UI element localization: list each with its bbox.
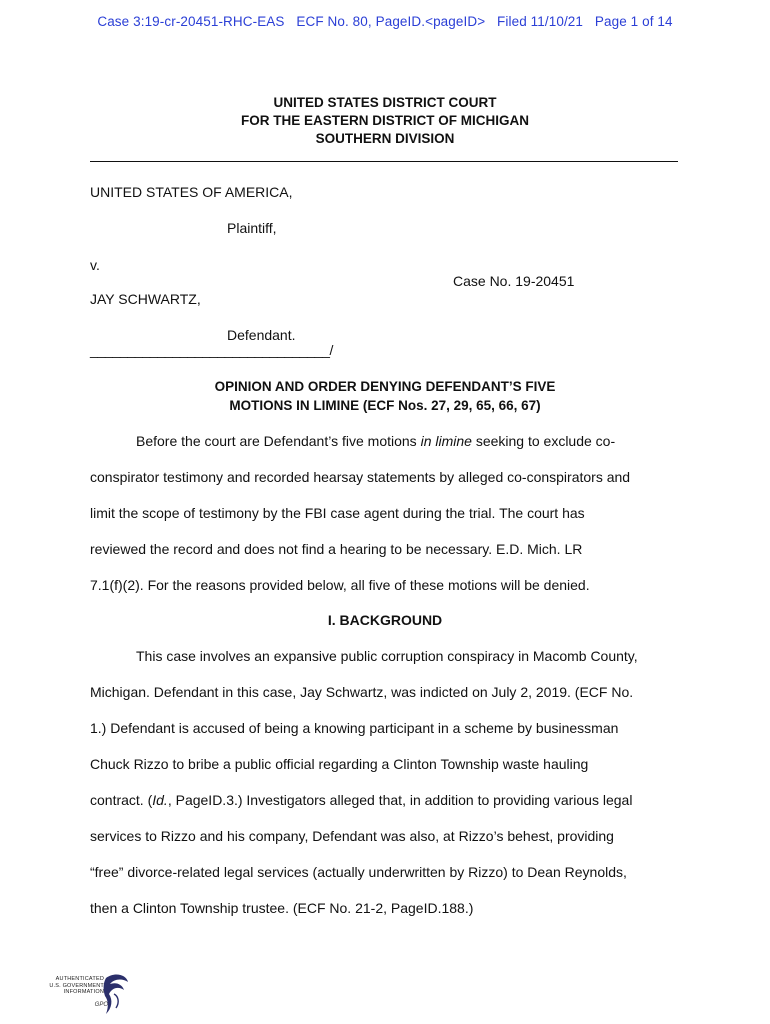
title-line-2: MOTIONS IN LIMINE (ECF Nos. 27, 29, 65, 66, 67) [229,398,541,413]
background-line-8: then a Clinton Township trustee. (ECF No. 21-2, PageID.188.) [90,900,474,916]
gpo-line-1: AUTHENTICATED [55,976,104,982]
court-name: UNITED STATES DISTRICT COURT [273,95,497,110]
background-line-2: Michigan. Defendant in this case, Jay Schwartz, was indicted on July 2, 2019. (ECF No. [90,684,634,700]
background-line-5-text-a: contract. ( [90,792,153,808]
eagle-icon [102,972,132,1018]
gpo-authentication-logo [44,972,134,1018]
ecf-filed-date: Filed 11/10/21 [497,14,584,29]
plaintiff-role: Plaintiff, [227,220,277,236]
court-division: SOUTHERN DIVISION [315,131,455,146]
gpo-line-3: INFORMATION [63,989,104,995]
background-line-4: Chuck Rizzo to bribe a public official regarding a Clinton Township waste hauling [90,756,589,772]
background-line-5-italic: Id. [152,792,168,808]
background-line-5-text-b: , PageID.3.) Investigators alleged that, in addition to providing various legal [167,792,633,808]
gpo-line-2: U.S. GOVERNMENT [49,982,104,989]
plaintiff-name: UNITED STATES OF AMERICA, [90,184,293,200]
background-line-7: “free” divorce-related legal services (actually underwritten by Rizzo) to Dean Reynolds, [90,864,627,880]
ecf-case-number: Case 3:19-cr-20451-RHC-EAS [97,14,285,29]
versus-label: v. [90,257,100,273]
intro-line-5: 7.1(f)(2). For the reasons provided below, all five of these motions will be denied. [90,577,590,593]
ecf-document-number: ECF No. 80, PageID.<pageID> [296,14,486,29]
intro-line-2: conspirator testimony and recorded hearsay statements by alleged co-conspirators and [90,469,631,485]
intro-line-1-italic: in limine [420,433,472,449]
defendant-role: Defendant. [227,327,296,343]
gpo-label: GPO [94,1002,108,1008]
court-district: FOR THE EASTERN DISTRICT OF MICHIGAN [241,113,529,128]
intro-line-3: limit the scope of testimony by the FBI case agent during the trial. The court has [90,505,585,521]
intro-line-1-text-a: Before the court are Defendant’s five motions [136,433,421,449]
defendant-name: JAY SCHWARTZ, [90,291,201,307]
title-line-1: OPINION AND ORDER DENYING DEFENDANT’S FIVE [214,379,556,394]
background-line-6: services to Rizzo and his company, Defendant was also, at Rizzo’s behest, providing [90,828,614,844]
background-heading: I. BACKGROUND [327,612,443,628]
ecf-page-number: Page 1 of 14 [594,14,673,29]
background-line-1: This case involves an expansive public corruption conspiracy in Macomb County, [136,648,638,664]
background-paragraph [90,0,682,1024]
gpo-logo-text [44,976,104,996]
intro-line-4: reviewed the record and does not find a hearing to be necessary. E.D. Mich. LR [90,541,583,557]
background-line-5 [90,792,632,808]
case-number: Case No. 19-20451 [453,273,575,289]
intro-line-1-text-b: seeking to exclude co- [471,433,616,449]
caption-signature-line: ________________________________/ [90,342,334,358]
background-line-3: 1.) Defendant is accused of being a knowing participant in a scheme by businessman [90,720,619,736]
